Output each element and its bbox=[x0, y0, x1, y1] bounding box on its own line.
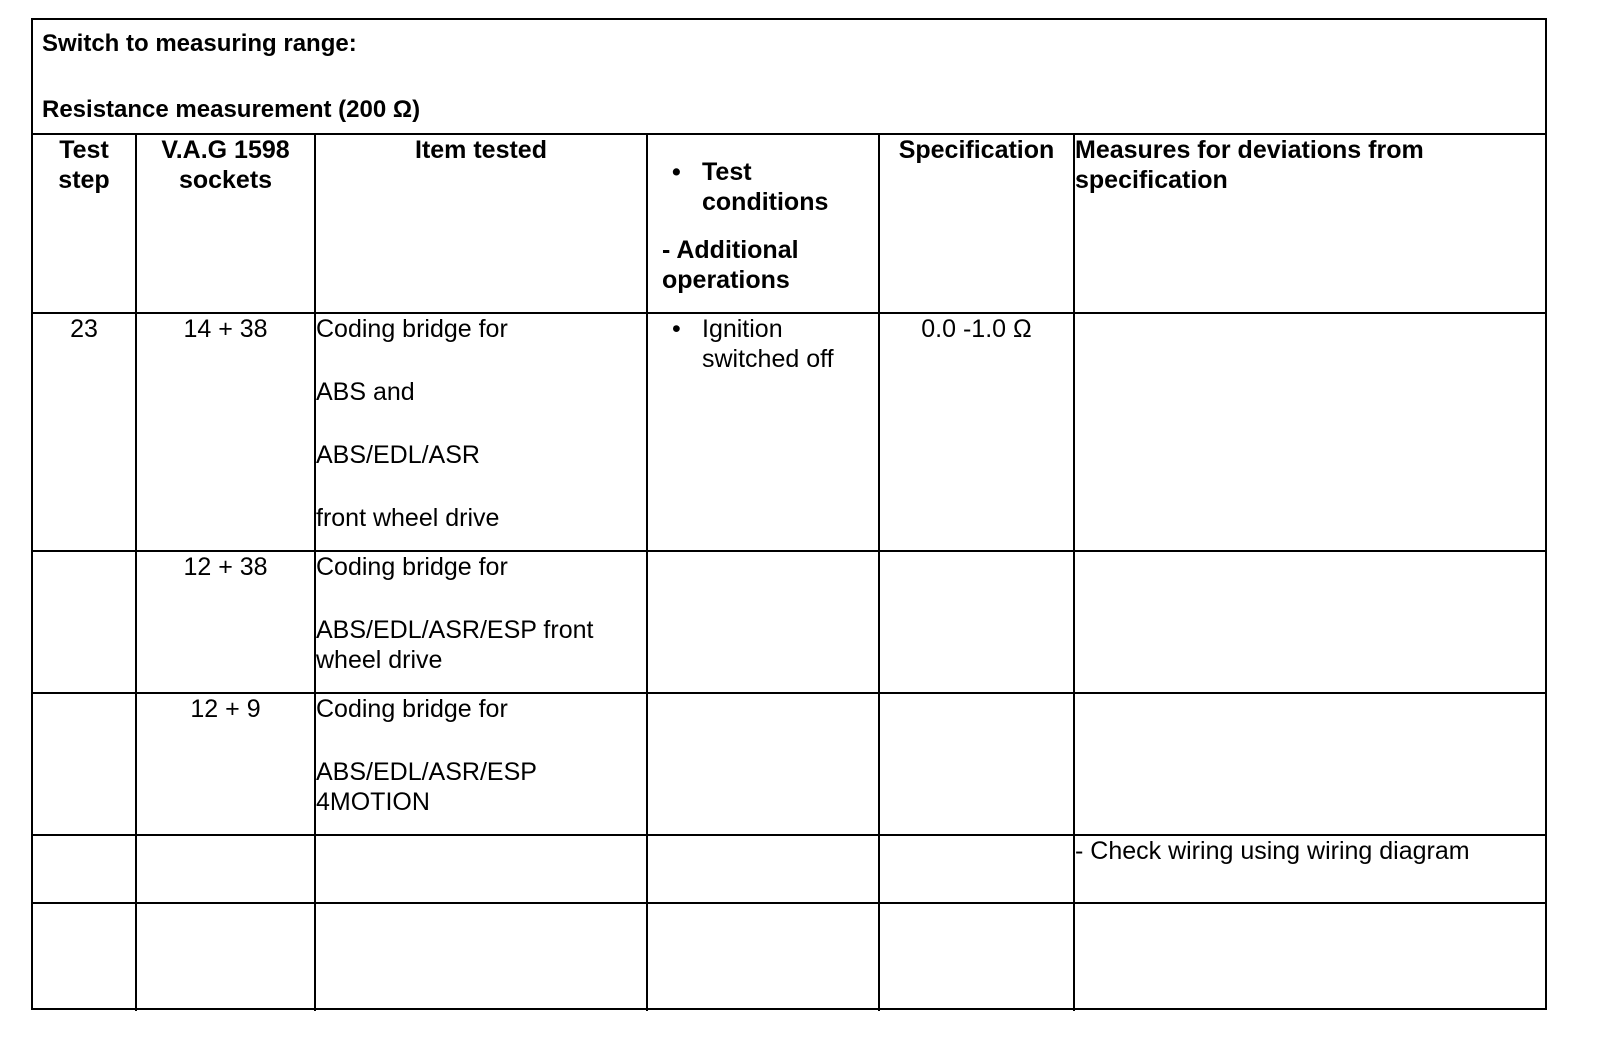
resistance-range-label: Resistance measurement (200 Ω) bbox=[42, 96, 421, 123]
table-row bbox=[33, 835, 1547, 903]
item-tested-cell bbox=[315, 903, 647, 1011]
item-line: ABS and bbox=[316, 378, 415, 406]
test-steps-table bbox=[33, 135, 1547, 1011]
test-condition-cell bbox=[647, 903, 879, 1011]
column-header-test-step: Test step bbox=[33, 135, 136, 313]
bullet-list-item bbox=[662, 157, 878, 217]
item-tested-cell bbox=[315, 313, 647, 551]
item-tested-cell bbox=[315, 551, 647, 693]
test-condition-cell bbox=[647, 835, 879, 903]
column-header-test-conditions bbox=[647, 135, 879, 313]
sockets-cell: 14 + 38 bbox=[136, 313, 315, 551]
table-row bbox=[33, 693, 1547, 835]
test-condition-cell bbox=[647, 551, 879, 693]
test-step-cell: 23 bbox=[33, 313, 136, 551]
column-header-item-tested: Item tested bbox=[315, 135, 647, 313]
measuring-range-header bbox=[33, 20, 1545, 135]
additional-operations-label: - Additional operations bbox=[662, 236, 799, 294]
measure-cell bbox=[1074, 903, 1547, 1011]
measure-cell bbox=[1074, 313, 1547, 551]
bullet-icon: • bbox=[672, 158, 681, 186]
item-line: front wheel drive bbox=[316, 504, 500, 532]
sockets-cell: 12 + 38 bbox=[136, 551, 315, 693]
column-header-specification: Specification bbox=[879, 135, 1074, 313]
measure-cell bbox=[1074, 551, 1547, 693]
table-row bbox=[33, 903, 1547, 1011]
test-condition-text: Ignition switched off bbox=[702, 315, 834, 373]
sockets-cell: 12 + 9 bbox=[136, 693, 315, 835]
item-line: ABS/EDL/ASR/ESP front wheel drive bbox=[316, 616, 594, 674]
test-step-cell bbox=[33, 551, 136, 693]
item-line: Coding bridge for bbox=[316, 695, 508, 723]
test-step-cell bbox=[33, 835, 136, 903]
table-row bbox=[33, 313, 1547, 551]
test-condition-cell bbox=[647, 313, 879, 551]
table-header-row bbox=[33, 135, 1547, 313]
specification-cell bbox=[879, 835, 1074, 903]
test-conditions-label: Test conditions bbox=[702, 158, 829, 216]
test-condition-cell bbox=[647, 693, 879, 835]
measure-cell: - Check wiring using wiring diagram bbox=[1074, 835, 1547, 903]
test-table-sheet bbox=[31, 18, 1547, 1010]
specification-cell bbox=[879, 551, 1074, 693]
item-tested-cell bbox=[315, 693, 647, 835]
item-line: Coding bridge for bbox=[316, 553, 508, 581]
test-step-cell bbox=[33, 693, 136, 835]
table-row bbox=[33, 551, 1547, 693]
item-line: ABS/EDL/ASR/ESP 4MOTION bbox=[316, 758, 537, 816]
sockets-cell bbox=[136, 903, 315, 1011]
specification-cell bbox=[879, 903, 1074, 1011]
measuring-range-title: Switch to measuring range: bbox=[42, 30, 357, 57]
bullet-list-item bbox=[648, 314, 878, 374]
column-header-measures: Measures for deviations from specification bbox=[1074, 135, 1547, 313]
bullet-icon: • bbox=[672, 315, 681, 343]
test-step-cell bbox=[33, 903, 136, 1011]
item-line: ABS/EDL/ASR bbox=[316, 441, 480, 469]
specification-cell bbox=[879, 693, 1074, 835]
sockets-cell bbox=[136, 835, 315, 903]
specification-cell: 0.0 -1.0 Ω bbox=[879, 313, 1074, 551]
item-line: Coding bridge for bbox=[316, 315, 508, 343]
item-tested-cell bbox=[315, 835, 647, 903]
column-header-sockets: V.A.G 1598 sockets bbox=[136, 135, 315, 313]
measure-cell bbox=[1074, 693, 1547, 835]
